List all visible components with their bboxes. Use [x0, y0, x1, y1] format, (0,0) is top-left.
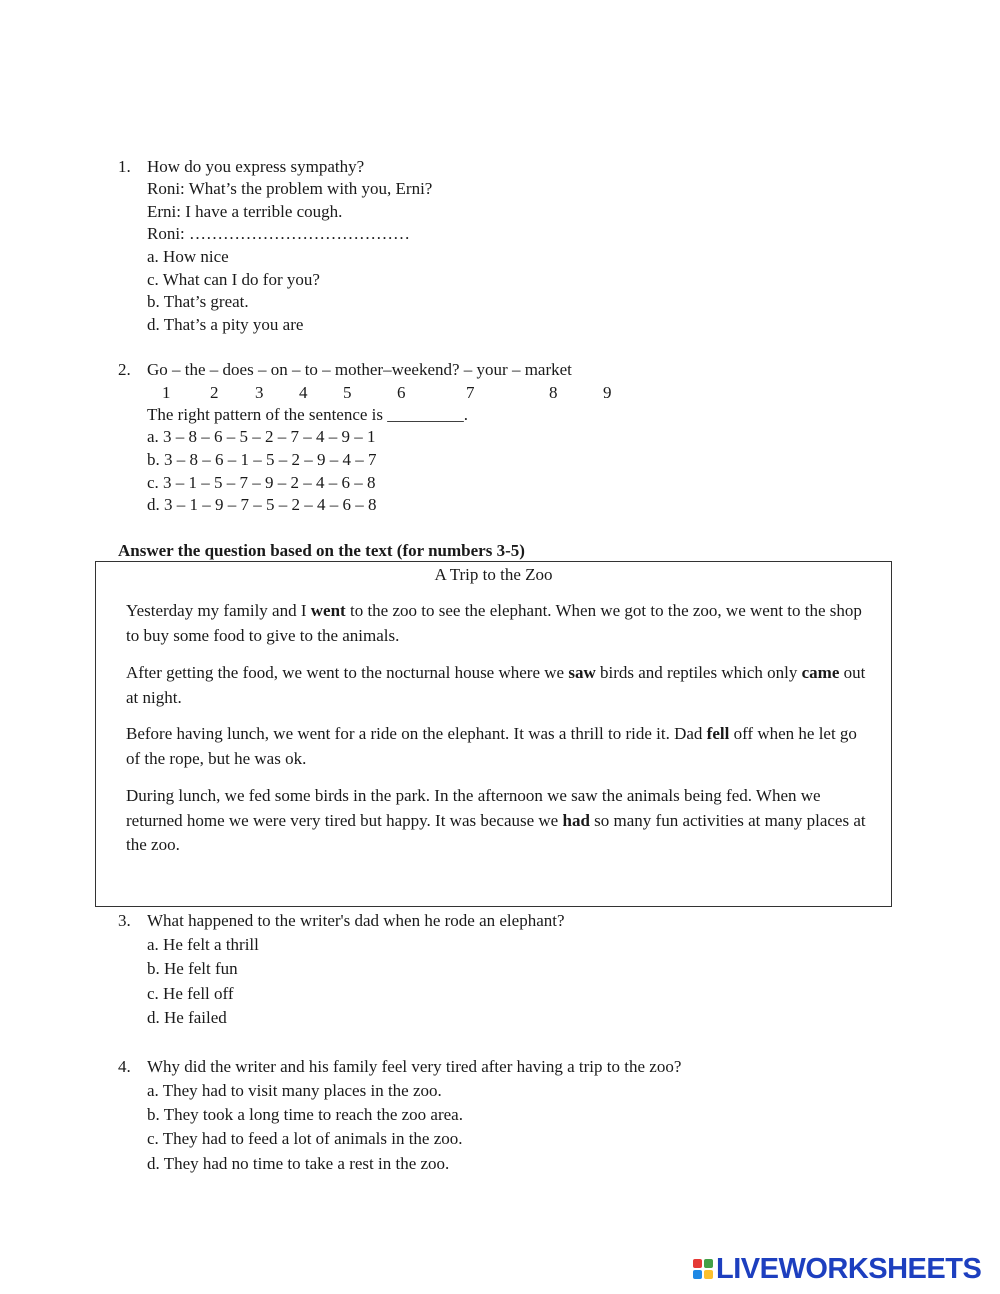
- question-3-number: 3.: [118, 911, 131, 930]
- q1-option-b: b. That’s great.: [147, 292, 249, 311]
- logo-square-icon: [704, 1259, 713, 1268]
- passage-paragraph-2: After getting the food, we went to the nocturnal house where we saw birds and reptiles which only came out at night.: [126, 663, 866, 707]
- dialogue-line-3: Roni: …………………………………: [147, 224, 411, 243]
- dialogue-line-1: Roni: What’s the problem with you, Erni?: [147, 179, 433, 198]
- q3-option-b: b. He felt fun: [147, 959, 238, 978]
- logo-square-icon: [704, 1270, 713, 1279]
- q1-option-a: a. How nice: [147, 247, 229, 266]
- q2-option-c: c. 3 – 1 – 5 – 7 – 9 – 2 – 4 – 6 – 8: [147, 473, 376, 492]
- logo-text: LIVEWORKSHEETS: [716, 1253, 982, 1285]
- question-2-words: Go – the – does – on – to – mother–weekend? – your – market: [147, 360, 572, 379]
- q2-option-d: d. 3 – 1 – 9 – 7 – 5 – 2 – 4 – 6 – 8: [147, 495, 377, 514]
- reading-passage-box: [95, 561, 892, 907]
- word-number: 5: [343, 383, 352, 402]
- question-1-prompt: How do you express sympathy?: [147, 157, 365, 176]
- q4-option-b: b. They took a long time to reach the zoo area.: [147, 1105, 463, 1124]
- q4-option-d: d. They had no time to take a rest in the zoo.: [147, 1154, 450, 1173]
- word-number: 7: [466, 383, 475, 402]
- passage-paragraph-1: Yesterday my family and I went to the zoo to see the elephant. When we got to the zoo, we went to the shop to buy some food to give to the animals.: [126, 601, 862, 645]
- logo-grid-icon: [693, 1259, 713, 1279]
- q4-option-a: a. They had to visit many places in the zoo.: [147, 1081, 442, 1100]
- word-number: 8: [549, 383, 558, 402]
- word-number: 9: [603, 383, 612, 402]
- word-number: 2: [210, 383, 219, 402]
- q4-option-c: c. They had to feed a lot of animals in the zoo.: [147, 1129, 463, 1148]
- question-4-prompt: Why did the writer and his family feel very tired after having a trip to the zoo?: [147, 1057, 682, 1076]
- q3-option-a: a. He felt a thrill: [147, 935, 259, 954]
- passage-title: A Trip to the Zoo: [434, 565, 553, 584]
- question-2-prompt: The right pattern of the sentence is _________.: [147, 405, 469, 424]
- question-4-number: 4.: [118, 1057, 131, 1076]
- word-number: 3: [255, 383, 264, 402]
- q2-option-b: b. 3 – 8 – 6 – 1 – 5 – 2 – 9 – 4 – 7: [147, 450, 377, 469]
- q3-option-c: c. He fell off: [147, 984, 234, 1003]
- word-number: 6: [397, 383, 406, 402]
- dialogue-line-2: Erni: I have a terrible cough.: [147, 202, 343, 221]
- question-1-number: 1.: [118, 157, 131, 176]
- passage-paragraph-3: Before having lunch, we went for a ride on the elephant. It was a thrill to ride it. Dad fell off when he let go of the rope, but he was ok.: [126, 724, 857, 768]
- q1-option-d: d. That’s a pity you are: [147, 315, 304, 334]
- liveworksheets-logo[interactable]: [693, 1254, 981, 1284]
- logo-square-icon: [693, 1259, 702, 1268]
- question-3-prompt: What happened to the writer's dad when he rode an elephant?: [147, 911, 565, 930]
- q1-option-c: c. What can I do for you?: [147, 270, 320, 289]
- passage-paragraph-4: During lunch, we fed some birds in the park. In the afternoon we saw the animals being fed. When we returned home we were very tired but happy. It was because we had so many fun activities at many places at the zoo.: [126, 786, 866, 854]
- logo-square-icon: [693, 1270, 702, 1279]
- q2-option-a: a. 3 – 8 – 6 – 5 – 2 – 7 – 4 – 9 – 1: [147, 427, 376, 446]
- section-heading: Answer the question based on the text (for numbers 3-5): [118, 541, 525, 560]
- word-number: 4: [299, 383, 308, 402]
- word-number: 1: [162, 383, 171, 402]
- question-2-number: 2.: [118, 360, 131, 379]
- q3-option-d: d. He failed: [147, 1008, 227, 1027]
